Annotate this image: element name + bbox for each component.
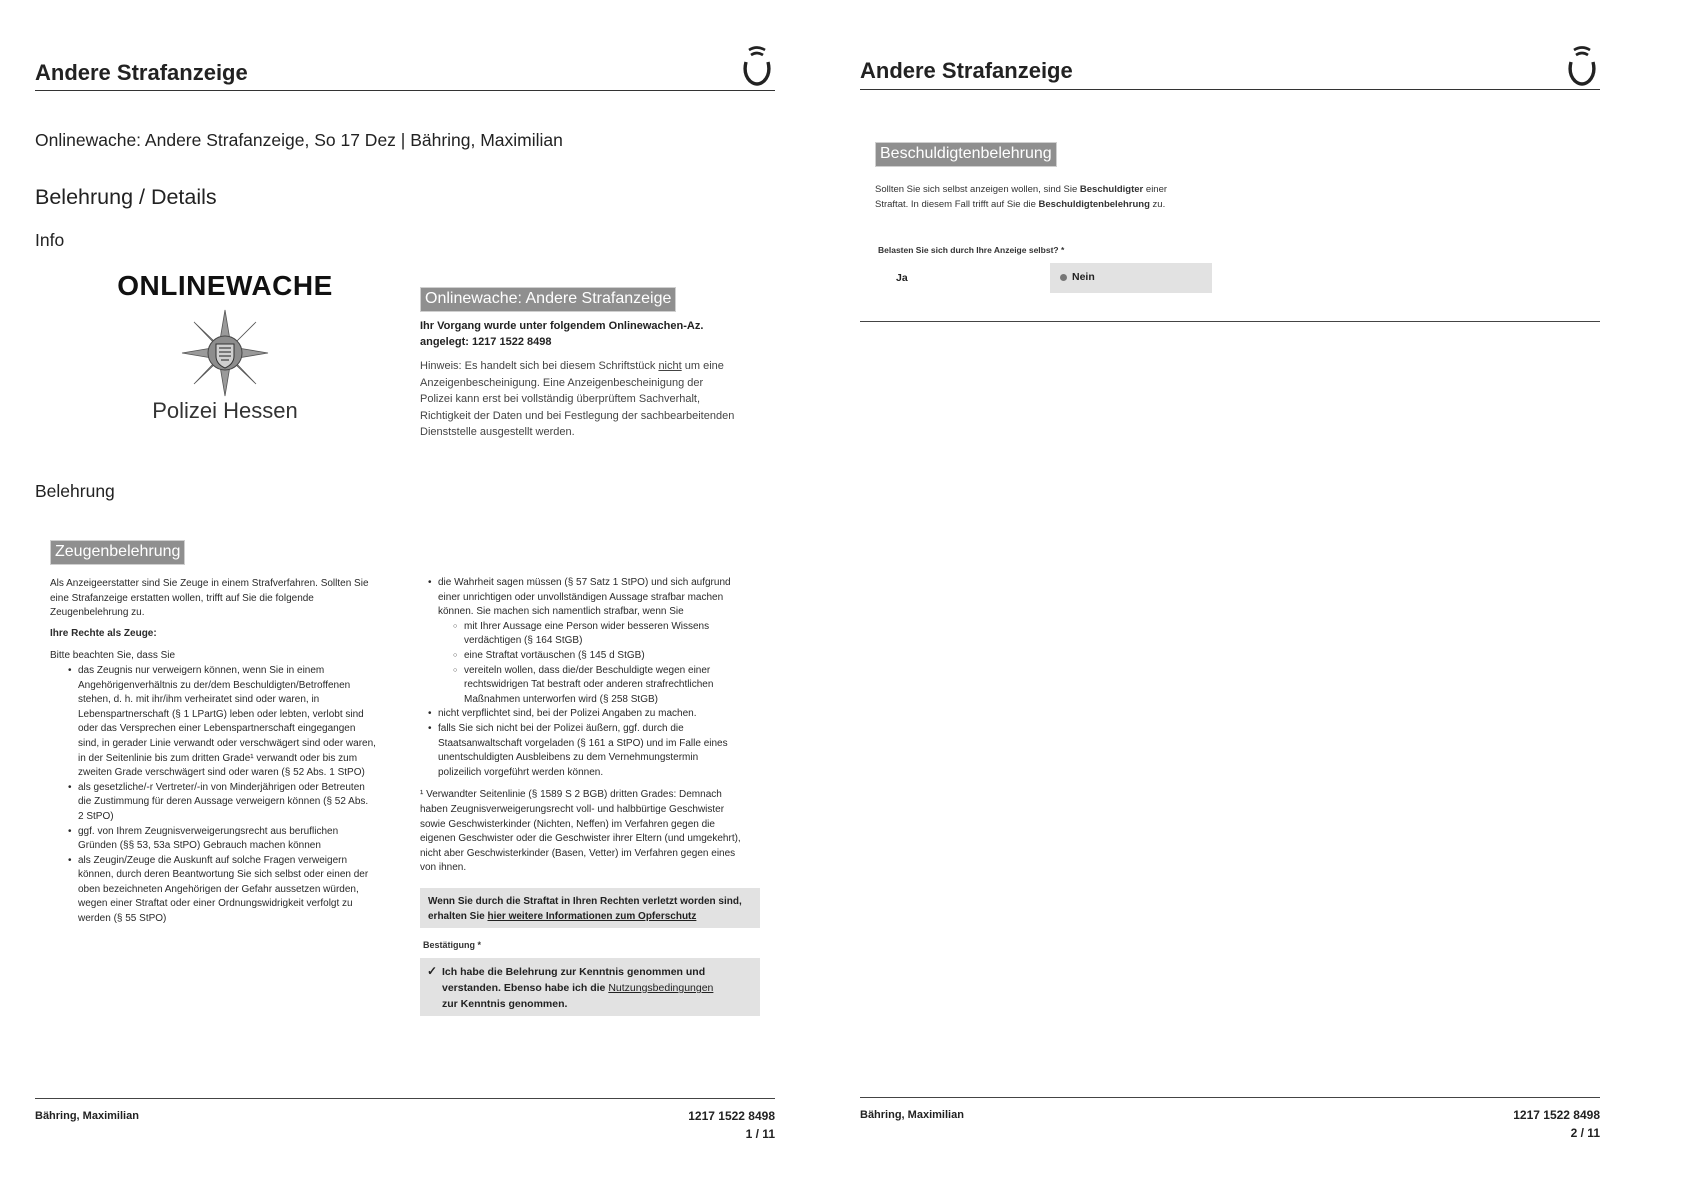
hint-text: Polizei kann erst bei vollständig überprüftem Sachverhalt, <box>420 393 701 405</box>
intro-line: Als Anzeigeerstatter sind Sie Zeuge in einem Strafverfahren. Sollten Sie <box>50 578 369 589</box>
onlinewache-heading: Onlinewache: Andere Strafanzeige <box>420 287 676 312</box>
list-line: 2 StPO) <box>78 810 114 822</box>
notice-emphasis: Beschuldigtenbelehrung <box>1038 199 1150 210</box>
notice-text: einer <box>1143 184 1168 195</box>
confirmation-text: Ich habe die Belehrung zur Kenntnis genommen und <box>442 966 706 978</box>
beschuldigtenbelehrung-heading: Beschuldigtenbelehrung <box>875 142 1057 167</box>
hint-text: Hinweis: Es handelt sich bei diesem Schriftstück <box>420 360 659 372</box>
footer-page-number: 2 / 11 <box>1570 1126 1600 1140</box>
please-note: Bitte beachten Sie, dass Sie <box>50 650 176 662</box>
notice-text: Sollten Sie sich selbst anzeigen wollen, sind Sie <box>875 184 1080 195</box>
footer-name: Bähring, Maximilian <box>35 1110 139 1122</box>
logo-organization: Polizei Hessen <box>152 398 298 423</box>
list-line: einer unrichtigen oder unvollständigen Aussage strafbar machen <box>438 591 724 603</box>
list-line: Maßnahmen unterworfen wird (§ 258 StGB) <box>464 693 658 705</box>
list-line: • nicht verpflichtet sind, bei der Polizei Angaben zu machen. <box>438 708 697 720</box>
victim-protection-panel <box>420 888 760 928</box>
list-line: • die Wahrheit sagen müssen (§ 57 Satz 1 StPO) und sich aufgrund <box>438 577 731 588</box>
footnote-line: nicht aber Geschwisterkinder (Basen, Vetter) im Verfahren gegen eines <box>420 847 736 859</box>
footer-case-number: 1217 1522 8498 <box>688 1109 775 1123</box>
victim-text: erhalten Sie <box>428 911 488 922</box>
list-line: können. Sie machen sich namentlich strafbar, wenn Sie <box>438 606 684 618</box>
belehrung-label: Belehrung <box>35 481 115 501</box>
list-line: • falls Sie sich nicht bei der Polizei äußern, ggf. durch die <box>438 722 684 734</box>
list-line: Staatsanwaltschaft vorgeladen (§ 161 a StPO) und im Falle eines <box>438 737 728 749</box>
self-incrimination-question: Belasten Sie sich durch Ihre Anzeige selbst? * <box>878 245 1065 255</box>
list-line: • als gesetzliche/-r Vertreter/-in von Minderjährigen oder Betreuten <box>78 781 365 793</box>
witness-duty-item <box>438 707 770 722</box>
footnote-line: ¹ Verwandter Seitenlinie (§ 1589 S 2 BGB) dritten Grades: Demnach <box>420 789 722 801</box>
witness-duty-item <box>438 722 770 780</box>
confirmation-label: Bestätigung * <box>423 940 482 950</box>
list-line: in der Seitenlinie bis zum dritten Grade¹ verwandt oder bis zum <box>78 752 358 764</box>
notice-text: Straftat. In diesem Fall trifft auf Sie die <box>875 199 1039 210</box>
witness-duties-text <box>420 576 770 876</box>
list-line: Gründen (§§ 53, 53a StPO) Gebrauch machen können <box>78 840 321 852</box>
hint-text: um eine <box>681 360 724 372</box>
footer-name: Bähring, Maximilian <box>860 1109 964 1121</box>
document-subtitle: Onlinewache: Andere Strafanzeige, So 17 Dez | Bähring, Maximilian <box>35 130 563 150</box>
witness-right-item <box>78 664 400 781</box>
footnote-line: eigenen Geschwister oder die Geschwister ihrer Eltern (und umgekehrt), <box>420 833 741 845</box>
offense-sub-item <box>464 649 770 664</box>
intro-line: Zeugenbelehrung zu. <box>50 607 145 619</box>
list-line: rechtswidrigen Tat bestraft oder anderen strafrechtlichen <box>464 679 714 691</box>
list-line: sind, in gerader Linie verwandt oder verschwägert sind oder waren, <box>78 737 376 749</box>
confirmation-text: zur Kenntnis genommen. <box>442 998 568 1010</box>
list-line: oder das Versprechen einer Lebenspartnerschaft eingegangen <box>78 723 356 735</box>
list-line: zweiten Grade verschwägert sind oder waren (§ 52 Abs. 1 StPO) <box>78 767 365 779</box>
list-line: • das Zeugnis nur verweigern können, wenn Sie in einem <box>78 664 325 676</box>
header-divider <box>860 89 1600 90</box>
list-line: die Zustimmung für deren Aussage verweigern können (§ 52 Abs. <box>78 796 369 808</box>
witness-right-item <box>78 781 400 825</box>
list-line: Lebenspartnerschaft (§ 1 LPartG) leben oder lebten, verlobt sind <box>78 708 364 720</box>
radio-selected-icon <box>1060 274 1067 281</box>
section-title: Belehrung / Details <box>35 185 217 209</box>
list-line: polizeilich vorgeführt werden können. <box>438 766 604 778</box>
list-line: oben bezeichneten Angehörigen der Gefahr aussetzen würden, <box>78 883 359 895</box>
witness-right-item <box>78 825 400 854</box>
hint-emphasis: nicht <box>658 360 682 372</box>
case-reference-line2: angelegt: 1217 1522 8498 <box>420 336 552 348</box>
witness-right-item <box>78 854 400 927</box>
list-line: • als Zeugin/Zeuge die Auskunft auf solche Fragen verweigern <box>78 854 348 866</box>
header-divider <box>35 90 775 91</box>
list-line: ○ vereiteln wollen, dass die/der Beschuldigte wegen einer <box>464 664 711 676</box>
case-reference-line1: Ihr Vorgang wurde unter folgendem Onlinewachen-Az. <box>420 320 704 332</box>
info-label: Info <box>35 230 65 250</box>
footnote <box>420 788 770 876</box>
list-line: ○ mit Ihrer Aussage eine Person wider besseren Wissens <box>464 620 710 632</box>
footnote-line: haben Zeugnisverweigerungsrecht voll- und halbbürtige Geschwister <box>420 803 725 815</box>
hint-text: Anzeigenbescheinigung. Eine Anzeigenbescheinigung der <box>420 376 704 389</box>
list-line: • ggf. von Ihrem Zeugnisverweigerungsrecht aus beruflichen <box>78 825 339 837</box>
offense-sub-item <box>464 664 770 708</box>
list-line: ○ eine Straftat vortäuschen (§ 145 d StGB) <box>464 649 645 661</box>
logo-title: ONLINEWACHE <box>117 270 333 301</box>
onlinewache-logo <box>110 270 333 430</box>
document-page-2 <box>820 0 1650 1199</box>
notice-text: zu. <box>1149 199 1166 210</box>
document-page-1 <box>0 0 790 1199</box>
footnote-line: sowie Geschwisterkinder (Nichten, Neffen) im Verfahren gegen die <box>420 818 715 830</box>
sensor-logo-icon <box>740 44 774 88</box>
list-line: werden (§ 55 StPO) <box>78 913 167 925</box>
disclaimer-note <box>420 358 770 441</box>
confirmation-checkbox[interactable] <box>420 958 760 1016</box>
zeugenbelehrung-heading: Zeugenbelehrung <box>50 540 185 565</box>
list-line: unentschuldigten Ausbleibens zu dem Vernehmungstermin <box>438 752 699 764</box>
victim-text: Wenn Sie durch die Straftat in Ihren Rechten verletzt worden sind, <box>428 896 742 907</box>
footer-page-number: 1 / 11 <box>745 1127 775 1141</box>
list-line: stehen, d. h. mit ihr/ihm verheiratet sind oder waren, in <box>78 694 320 706</box>
rights-title: Ihre Rechte als Zeuge: <box>50 627 157 639</box>
hint-text: Dienststelle ausgestellt werden. <box>420 426 575 438</box>
footer-divider <box>35 1098 775 1099</box>
witness-duty-item <box>438 576 770 707</box>
option-ja[interactable]: Ja <box>896 272 908 284</box>
section-divider <box>860 321 1600 322</box>
list-line: wegen einer Straftat oder einer Ordnungswidrigkeit verfolgt zu <box>78 898 353 910</box>
case-reference <box>420 318 760 350</box>
offense-sub-item <box>464 620 770 649</box>
footer-divider <box>860 1097 1600 1098</box>
option-nein-label: Nein <box>1072 271 1095 283</box>
option-nein[interactable] <box>1050 263 1212 293</box>
page-header-title: Andere Strafanzeige <box>860 58 1073 83</box>
footer-case-number: 1217 1522 8498 <box>1513 1108 1600 1122</box>
terms-of-use-link[interactable]: Nutzungsbedingungen <box>608 982 714 994</box>
police-star-icon <box>180 308 270 398</box>
zeugenbelehrung-text <box>50 577 400 927</box>
page-header-title: Andere Strafanzeige <box>35 60 248 85</box>
footnote-line: von ihnen. <box>420 862 467 874</box>
list-line: können, durch deren Beantwortung Sie sich selbst oder einen der <box>78 869 369 881</box>
sensor-logo-icon <box>1565 44 1599 88</box>
intro-line: eine Strafanzeige erstatten wollen, trifft auf Sie die folgende <box>50 592 314 604</box>
notice-emphasis: Beschuldigter <box>1079 184 1144 195</box>
list-line: Angehörigenverhältnis zu der/dem Beschuldigten/Betroffenen <box>78 679 351 691</box>
checkmark-icon: ✓ <box>427 964 438 978</box>
list-line: verdächtigen (§ 164 StGB) <box>464 635 583 647</box>
confirmation-text: verstanden. Ebenso habe ich die <box>442 982 609 994</box>
hint-text: Richtigkeit der Daten und bei Festlegung der sachbearbeitenden <box>420 409 735 422</box>
suspect-notice-text <box>875 182 1235 212</box>
victim-protection-link[interactable]: hier weitere Informationen zum Opferschutz <box>487 911 697 922</box>
